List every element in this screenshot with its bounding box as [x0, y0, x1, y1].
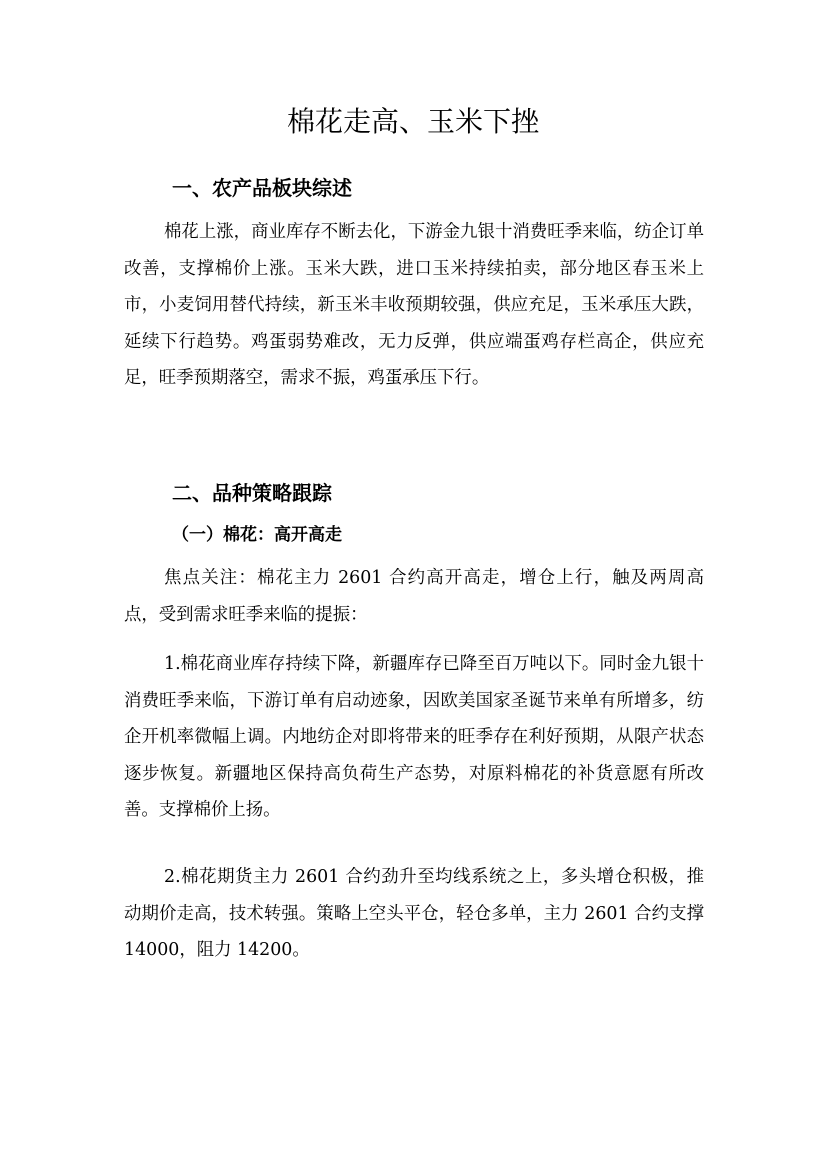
point2-paragraph: 2.棉花期货主力 2601 合约劲升至均线系统之上，多头增仓积极，推动期价走高，技术转强。策略上空头平仓，轻仓多单，主力 2601 合约支撑 14000，阻力 14200。	[124, 867, 704, 960]
section1-paragraph: 棉花上涨，商业库存不断去化，下游金九银十消费旺季来临，纺企订单改善，支撑棉价上涨。玉米大跌，进口玉米持续拍卖，部分地区春玉米上市，小麦饲用替代持续，新玉米丰收预期较强，供应充足，玉米承压大跌，延续下行趋势。鸡蛋弱势难改，无力反弹，供应端蛋鸡存栏高企，供应充足，旺季预期落空，需求不振，鸡蛋承压下行。	[124, 222, 704, 388]
document-title: 棉花走高、玉米下挫	[286, 105, 539, 138]
point1-paragraph: 1.棉花商业库存持续下降，新疆库存已降至百万吨以下。同时金九银十消费旺季来临，下游订单有启动迹象，因欧美国家圣诞节来单有所增多，纺企开机率微幅上调。内地纺企对即将带来的旺季存在利好预期，从限产状态逐步恢复。新疆地区保持高负荷生产态势，对原料棉花的补货意愿有所改善。支撑棉价上扬。	[124, 654, 704, 820]
cotton-subheading: （一）棉花：高开高走	[172, 525, 342, 545]
section1-heading: 一、农产品板块综述	[172, 176, 352, 200]
section2-heading: 二、品种策略跟踪	[172, 481, 332, 505]
focus-paragraph: 焦点关注：棉花主力 2601 合约高开高走，增仓上行，触及两周高点，受到需求旺季来临的提振：	[124, 568, 704, 625]
